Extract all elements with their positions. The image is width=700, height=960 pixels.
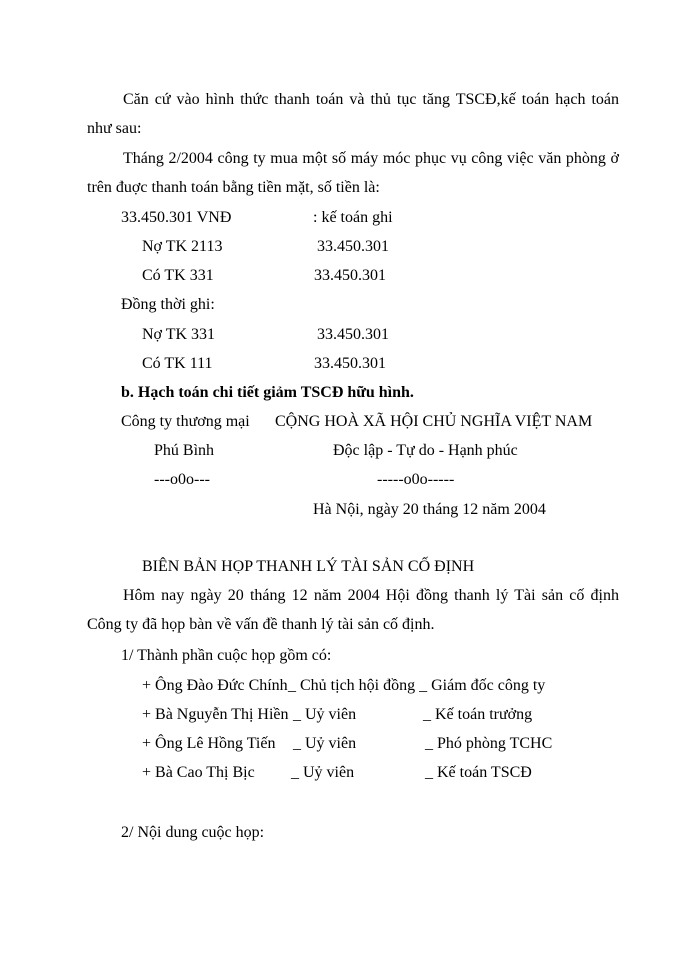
section-1-heading: 1/ Thành phần cuộc họp gồm có: [121,647,332,664]
entry-account: Nợ TK 331 [142,326,216,343]
intro-line-2: như sau: [87,120,142,137]
company-name-line-2: Phú Bình [154,442,215,459]
member-role: _ Chủ tịch hội đồng _ Giám đốc công ty [288,677,546,694]
simultaneous-label: Đồng thời ghi: [121,296,215,313]
entry-value: 33.450.301 [317,326,389,343]
intro-line-4: trên đuợc thanh toán bằng tiền mặt, số tiền là: [87,179,380,196]
nation-separator: -----o0o----- [377,471,455,488]
member-role: _ Uỷ viên [293,735,357,752]
member-name: + Bà Nguyễn Thị Hiền [142,706,289,723]
section-b-heading: b. Hạch toán chi tiết giảm TSCĐ hữu hình. [121,384,414,401]
intro-line-3: Tháng 2/2004 công ty mua một số máy móc phục vụ công việc văn phòng ở [123,150,619,167]
member-title: _ Kế toán TSCĐ [425,764,532,781]
entry-note: : kế toán ghi [313,209,393,226]
member-name: + Ông Đào Đức Chính [142,677,288,694]
document-date: Hà Nội, ngày 20 tháng 12 năm 2004 [313,501,546,518]
intro-line-1: Căn cứ vào hình thức thanh toán và thủ tục tăng TSCĐ,kế toán hạch toán [123,91,619,108]
nation-motto: Độc lập - Tự do - Hạnh phúc [333,442,518,459]
member-name: + Ông Lê Hồng Tiến [142,735,276,752]
entry-account: Có TK 111 [142,355,213,372]
company-name: Công ty thương mại [121,413,250,430]
minutes-paragraph-line-1: Hôm nay ngày 20 tháng 12 năm 2004 Hội đồng thanh lý Tài sản cố định [123,587,619,604]
minutes-paragraph-line-2: Công ty đã họp bàn về vấn đề thanh lý tài sản cố định. [87,616,435,633]
section-2-heading: 2/ Nội dung cuộc họp: [121,824,265,841]
nation-title: CỘNG HOÀ XÃ HỘI CHỦ NGHĨA VIỆT NAM [275,413,593,430]
entry-account: Có TK 331 [142,267,214,284]
member-role: _ Uỷ viên [293,706,357,723]
member-title: _ Kế toán trưởng [423,706,533,723]
entry-value: 33.450.301 [314,355,386,372]
entry-value: 33.450.301 [314,267,386,284]
member-name: + Bà Cao Thị Bịc [142,764,255,781]
minutes-title: BIÊN BẢN HỌP THANH LÝ TÀI SẢN CỐ ĐỊNH [142,558,475,575]
member-title: _ Phó phòng TCHC [425,735,553,752]
member-role: _ Uỷ viên [291,764,355,781]
entry-value: 33.450.301 [317,238,389,255]
entry-account: Nợ TK 2113 [142,238,223,255]
company-separator: ---o0o--- [154,471,210,488]
entry-amount: 33.450.301 VNĐ [121,209,232,226]
